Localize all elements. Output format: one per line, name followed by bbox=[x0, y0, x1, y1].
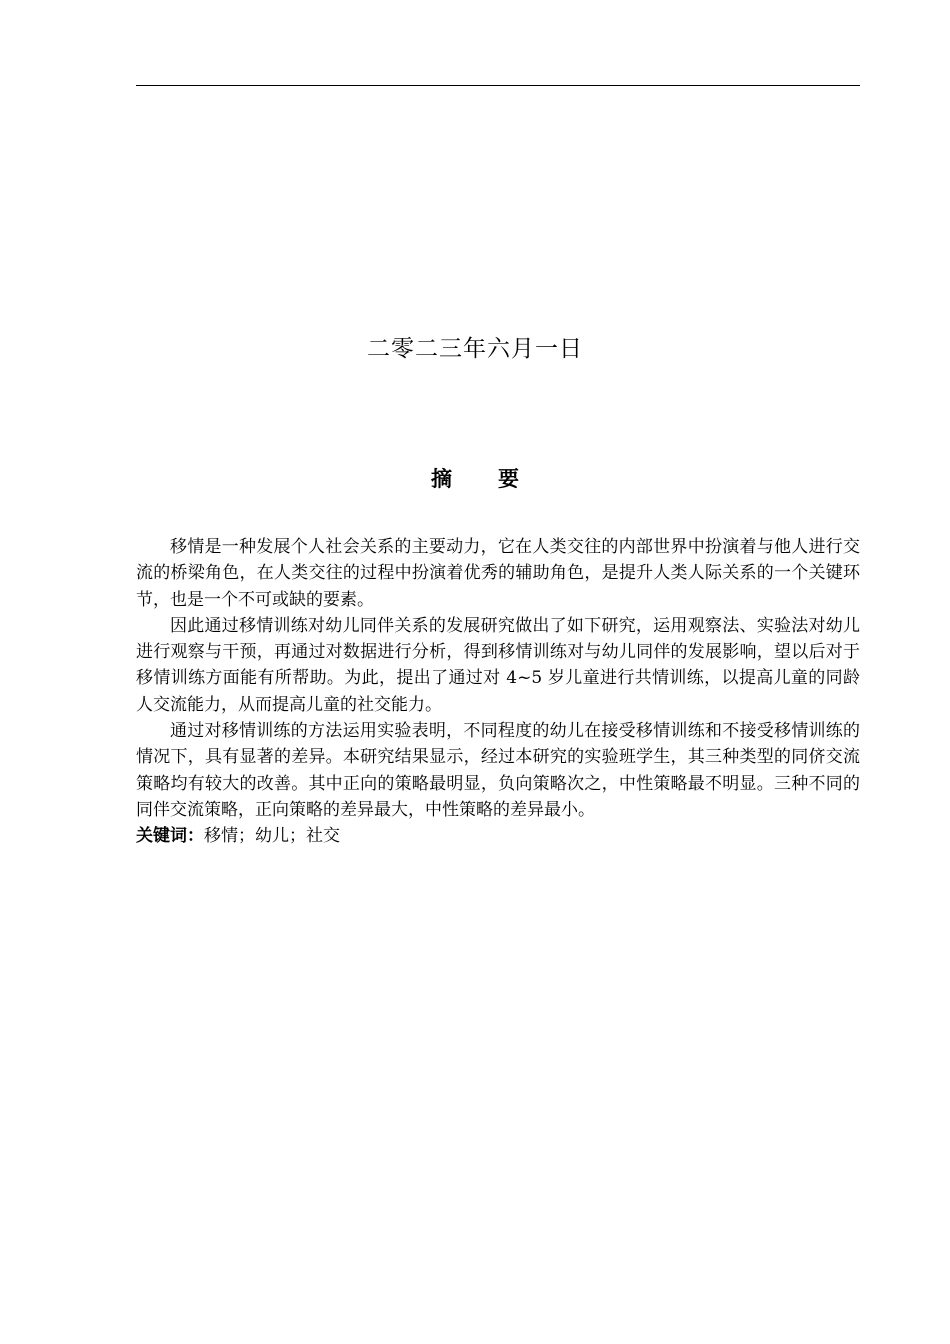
abstract-heading-char-2: 要 bbox=[498, 467, 519, 491]
abstract-body bbox=[136, 534, 860, 850]
abstract-heading bbox=[0, 465, 950, 493]
abstract-paragraph: 因此通过移情训练对幼儿同伴关系的发展研究做出了如下研究，运用观察法、实验法对幼儿进行观察与干预，再通过对数据进行分析，得到移情训练对与幼儿同伴的发展影响，望以后对于移情训练方面能有所帮助。为此，提出了通过对 4~5 岁儿童进行共情训练，以提高儿童的同龄人交流能力，从而提高儿童的社交能力。 bbox=[136, 615, 860, 715]
abstract-paragraph: 移情是一种发展个人社会关系的主要动力，它在人类交往的内部世界中扮演着与他人进行交流的桥梁角色，在人类交往的过程中扮演着优秀的辅助角色，是提升人类人际关系的一个关键环节，也是一个不可或缺的要素。 bbox=[136, 537, 860, 610]
keywords-line bbox=[136, 823, 860, 849]
abstract-heading-char-1: 摘 bbox=[431, 467, 452, 491]
keywords-value: 移情；幼儿；社交 bbox=[204, 826, 340, 847]
keywords-label: 关键词： bbox=[136, 826, 204, 847]
abstract-paragraph: 通过对移情训练的方法运用实验表明，不同程度的幼儿在接受移情训练和不接受移情训练的情况下，具有显著的差异。本研究结果显示，经过本研究的实验班学生，其三种类型的同侪交流策略均有较大的改善。其中正向的策略最明显，负向策略次之，中性策略最不明显。三种不同的同伴交流策略，正向策略的差异最大，中性策略的差异最小。 bbox=[136, 721, 860, 820]
document-date: 二零二三年六月一日 bbox=[367, 336, 583, 362]
header-rule bbox=[136, 85, 860, 86]
